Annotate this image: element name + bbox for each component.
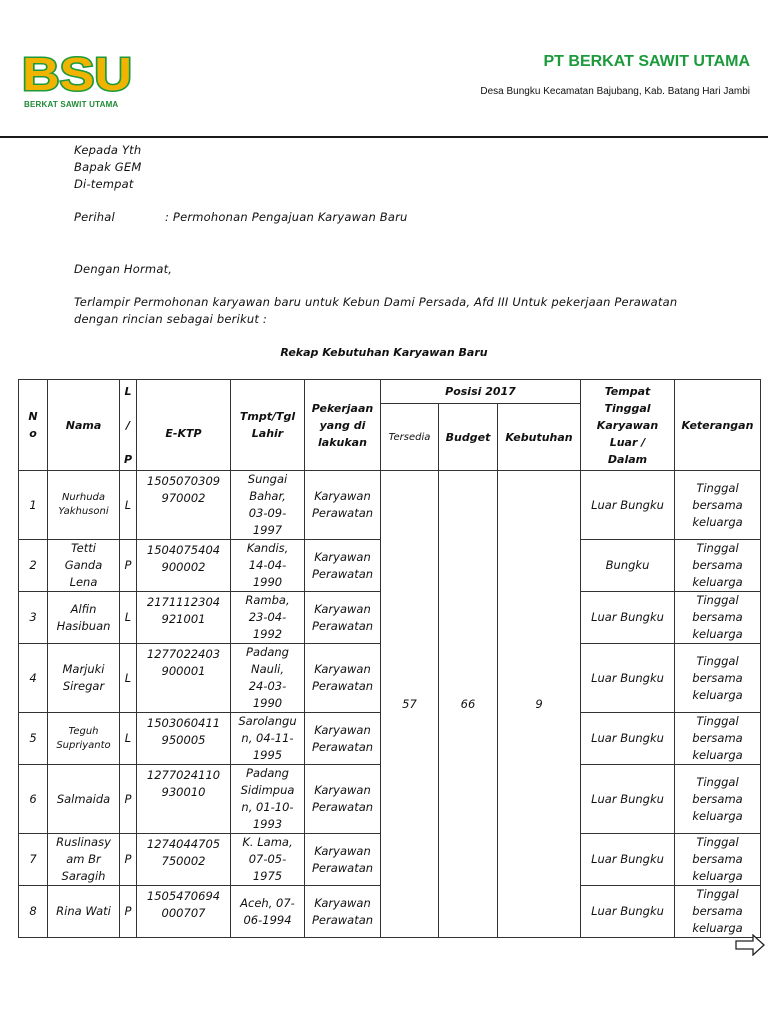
cell-tempat-tinggal: Luar Bungku bbox=[581, 886, 675, 938]
cell-nama: Marjuki Siregar bbox=[48, 644, 120, 713]
cell-pekerjaan: Karyawan Perawatan bbox=[305, 592, 381, 644]
cell-keterangan: Tinggal bersama keluarga bbox=[675, 886, 761, 938]
header-budget: Budget bbox=[439, 404, 498, 471]
cell-nama: Alfin Hasibuan bbox=[48, 592, 120, 644]
cell-nama: Teguh Supriyanto bbox=[48, 713, 120, 765]
cell-lp: L bbox=[120, 713, 137, 765]
cell-nama: Nurhuda Yakhusoni bbox=[48, 471, 120, 540]
cell-no: 6 bbox=[19, 765, 48, 834]
cell-pekerjaan: Karyawan Perawatan bbox=[305, 644, 381, 713]
cell-ttl: Aceh, 07- 06-1994 bbox=[231, 886, 305, 938]
subject-label: Perihal bbox=[74, 210, 115, 224]
cell-nama: Tetti Ganda Lena bbox=[48, 540, 120, 592]
header-posisi: Posisi 2017 bbox=[381, 380, 581, 404]
cell-lp: P bbox=[120, 886, 137, 938]
company-logo bbox=[22, 52, 137, 120]
cell-keterangan: Tinggal bersama keluarga bbox=[675, 834, 761, 886]
cell-ttl: Kandis, 14-04- 1990 bbox=[231, 540, 305, 592]
greeting: Dengan Hormat, bbox=[74, 262, 173, 276]
cell-nama: Ruslinasy am Br Saragih bbox=[48, 834, 120, 886]
cell-no: 8 bbox=[19, 886, 48, 938]
cell-keterangan: Tinggal bersama keluarga bbox=[675, 713, 761, 765]
body-line: dengan rincian sebagai berikut : bbox=[74, 312, 267, 326]
header-tempat-tinggal: Tempat Tinggal Karyawan Luar / Dalam bbox=[581, 380, 675, 471]
svg-text:BSU: BSU bbox=[22, 52, 132, 94]
cell-ttl: Ramba, 23-04- 1992 bbox=[231, 592, 305, 644]
cell-pekerjaan: Karyawan Perawatan bbox=[305, 834, 381, 886]
header-no: N o bbox=[19, 380, 48, 471]
cell-tempat-tinggal: Luar Bungku bbox=[581, 592, 675, 644]
cell-lp: P bbox=[120, 540, 137, 592]
cell-lp: L bbox=[120, 644, 137, 713]
recipient-line: Kepada Yth bbox=[74, 143, 142, 157]
cell-ttl: Sarolangu n, 04-11- 1995 bbox=[231, 713, 305, 765]
header-divider bbox=[0, 136, 768, 138]
cell-pekerjaan: Karyawan Perawatan bbox=[305, 540, 381, 592]
cell-keterangan: Tinggal bersama keluarga bbox=[675, 540, 761, 592]
cell-tempat-tinggal: Luar Bungku bbox=[581, 644, 675, 713]
cell-keterangan: Tinggal bersama keluarga bbox=[675, 644, 761, 713]
cell-ektp: 1503060411 950005 bbox=[137, 713, 231, 765]
cell-ektp: 1277022403 900001 bbox=[137, 644, 231, 713]
header-pekerjaan: Pekerjaan yang di lakukan bbox=[305, 380, 381, 471]
cell-no: 2 bbox=[19, 540, 48, 592]
table-row bbox=[19, 471, 761, 540]
cell-no: 3 bbox=[19, 592, 48, 644]
company-name: PT BERKAT SAWIT UTAMA bbox=[543, 53, 750, 70]
cell-pekerjaan: Karyawan Perawatan bbox=[305, 886, 381, 938]
cell-nama: Rina Wati bbox=[48, 886, 120, 938]
cell-keterangan: Tinggal bersama keluarga bbox=[675, 471, 761, 540]
bsu-logo-icon bbox=[22, 52, 134, 94]
cell-ttl: K. Lama, 07-05- 1975 bbox=[231, 834, 305, 886]
cell-tempat-tinggal: Luar Bungku bbox=[581, 765, 675, 834]
cell-ektp: 1504075404 900002 bbox=[137, 540, 231, 592]
cell-pekerjaan: Karyawan Perawatan bbox=[305, 471, 381, 540]
employee-table bbox=[18, 379, 761, 938]
cell-keterangan: Tinggal bersama keluarga bbox=[675, 592, 761, 644]
subject-value: : Permohonan Pengajuan Karyawan Baru bbox=[165, 210, 408, 224]
cell-lp: P bbox=[120, 765, 137, 834]
cell-tempat-tinggal: Luar Bungku bbox=[581, 834, 675, 886]
cell-tempat-tinggal: Bungku bbox=[581, 540, 675, 592]
cell-ektp: 1274044705 750002 bbox=[137, 834, 231, 886]
cell-lp: L bbox=[120, 592, 137, 644]
cell-no: 5 bbox=[19, 713, 48, 765]
cell-tempat-tinggal: Luar Bungku bbox=[581, 713, 675, 765]
cell-ttl: Padang Sidimpua n, 01-10- 1993 bbox=[231, 765, 305, 834]
header-ektp: E-KTP bbox=[137, 380, 231, 471]
logo-subtitle: BERKAT SAWIT UTAMA bbox=[24, 100, 119, 109]
header-nama: Nama bbox=[48, 380, 120, 471]
cell-budget: 66 bbox=[439, 471, 498, 938]
header-kebutuhan: Kebutuhan bbox=[498, 404, 581, 471]
cell-kebutuhan: 9 bbox=[498, 471, 581, 938]
cell-ektp: 1505470694 000707 bbox=[137, 886, 231, 938]
table-title: Rekap Kebutuhan Karyawan Baru bbox=[280, 346, 488, 359]
header-ttl: Tmpt/Tgl Lahir bbox=[231, 380, 305, 471]
cell-keterangan: Tinggal bersama keluarga bbox=[675, 765, 761, 834]
cell-ektp: 1505070309 970002 bbox=[137, 471, 231, 540]
cell-tempat-tinggal: Luar Bungku bbox=[581, 471, 675, 540]
header-lp: L / P bbox=[120, 380, 137, 471]
cell-ttl: Padang Nauli, 24-03- 1990 bbox=[231, 644, 305, 713]
header-tersedia: Tersedia bbox=[381, 404, 439, 471]
cell-pekerjaan: Karyawan Perawatan bbox=[305, 713, 381, 765]
cell-lp: P bbox=[120, 834, 137, 886]
header-keterangan: Keterangan bbox=[675, 380, 761, 471]
cell-lp: L bbox=[120, 471, 137, 540]
recipient-line: Di-tempat bbox=[74, 177, 134, 191]
cell-ektp: 2171112304 921001 bbox=[137, 592, 231, 644]
cell-no: 1 bbox=[19, 471, 48, 540]
recipient-line: Bapak GEM bbox=[74, 160, 142, 174]
cell-no: 4 bbox=[19, 644, 48, 713]
cell-pekerjaan: Karyawan Perawatan bbox=[305, 765, 381, 834]
cell-no: 7 bbox=[19, 834, 48, 886]
cell-tersedia: 57 bbox=[381, 471, 439, 938]
cell-ektp: 1277024110 930010 bbox=[137, 765, 231, 834]
company-address: Desa Bungku Kecamatan Bajubang, Kab. Batang Hari Jambi bbox=[480, 86, 750, 97]
cell-ttl: Sungai Bahar, 03-09- 1997 bbox=[231, 471, 305, 540]
right-arrow-icon[interactable] bbox=[735, 934, 765, 956]
cell-nama: Salmaida bbox=[48, 765, 120, 834]
body-line: Terlampir Permohonan karyawan baru untuk Kebun Dami Persada, Afd III Untuk pekerjaan Perawatan bbox=[74, 295, 678, 309]
